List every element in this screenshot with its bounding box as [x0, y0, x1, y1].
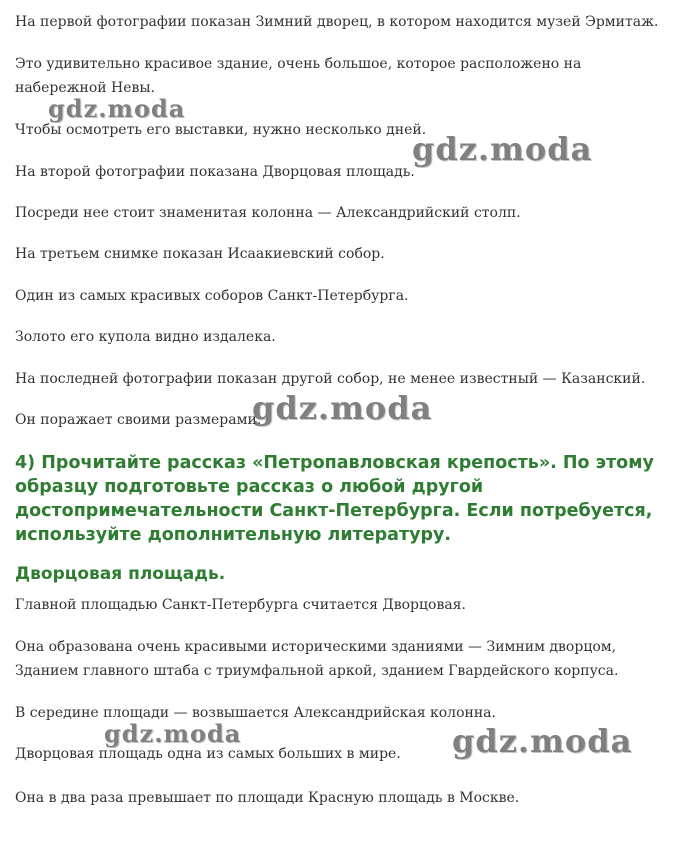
watermark: gdz.moda	[48, 94, 186, 123]
paragraph: Золото его купола видно издалека.	[15, 329, 276, 345]
paragraph: Один из самых красивых соборов Санкт-Петербурга.	[15, 288, 409, 304]
paragraph: В середине площади — возвышается Александрийская колонна.	[15, 705, 496, 721]
paragraph: Главной площадью Санкт-Петербурга считается Дворцовая.	[15, 597, 466, 613]
watermark: gdz.moda	[412, 130, 593, 168]
paragraph: Это удивительно красивое здание, очень большое, которое расположено на набережной Невы.	[15, 56, 582, 96]
watermark: gdz.moda	[452, 722, 633, 760]
paragraph: На третьем снимке показан Исаакиевский собор.	[15, 246, 385, 262]
paragraph: На первой фотографии показан Зимний дворец, в котором находится музей Эрмитаж.	[15, 14, 659, 30]
paragraph: Он поражает своими размерами.	[15, 412, 262, 428]
paragraph: Посреди нее стоит знаменитая колонна — Александрийский столп.	[15, 205, 521, 221]
watermark: gdz.moda	[252, 389, 433, 427]
paragraph: На последней фотографии показан другой собор, не менее известный — Казанский.	[15, 371, 646, 387]
paragraph: Чтобы осмотреть его выставки, нужно несколько дней.	[15, 122, 427, 138]
watermark: gdz.moda	[104, 719, 242, 748]
paragraph: На второй фотографии показана Дворцовая площадь.	[15, 164, 415, 180]
paragraph: Дворцовая площадь одна из самых больших в мире.	[15, 746, 401, 762]
paragraph: Она в два раза превышает по площади Красную площадь в Москве.	[15, 790, 520, 806]
answer-title: Дворцовая площадь.	[15, 564, 226, 584]
paragraph: Она образована очень красивыми историческими зданиями — Зимним дворцом, Зданием главного штаба с триумфальной аркой, зданием Гвардейского корпуса.	[15, 639, 619, 679]
task-heading: 4) Прочитайте рассказ «Петропавловская крепость». По этому образцу подготовьте рассказ о любой другой достопримечательности Санкт-Петербурга. Если потребуется, используйте дополнительную литературу.	[15, 453, 654, 545]
